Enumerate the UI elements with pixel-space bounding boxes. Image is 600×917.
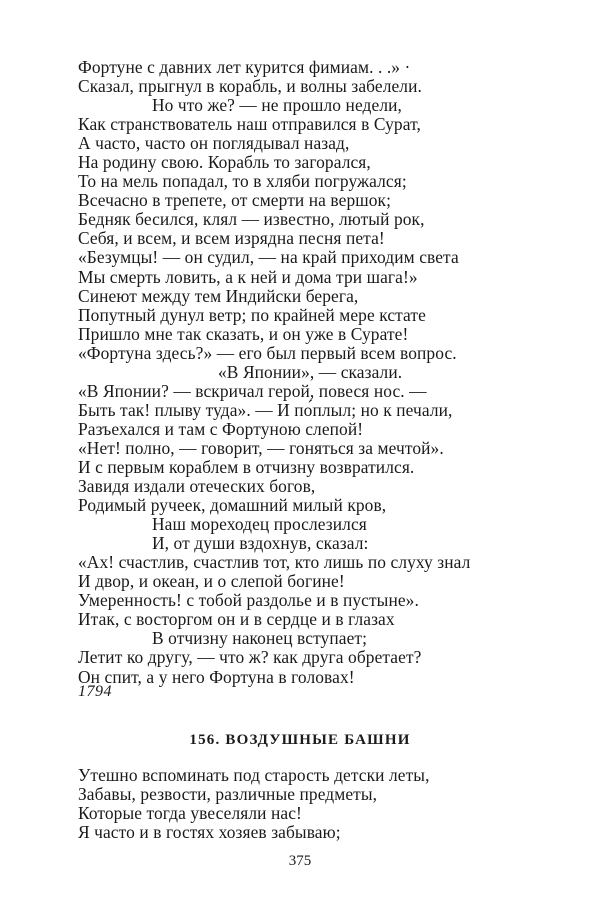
poem-line: Как странствователь наш отправился в Сурат, — [78, 114, 421, 135]
poem-line: «Безумцы! — он судил, — на край приходим света — [78, 247, 459, 268]
poem-year: 1794 — [78, 683, 112, 700]
poem-line: «В Японии? — вскричал герой, повеся нос. — — [78, 380, 427, 401]
poem-line: И, от души вздохнув, сказал: — [152, 533, 369, 554]
poem-line: «Нет! полно, — говорит, — гоняться за мечтой». — [78, 437, 444, 458]
poem-line: Завидя издали отеческих богов, — [78, 476, 316, 497]
poem-line: Летит ко другу, — что ж? как друга обретает? — [78, 647, 422, 668]
poem-line: И двор, и океан, и о слепой богине! — [78, 571, 345, 592]
poem-line: А часто, часто он поглядывал назад, — [78, 133, 350, 154]
poem-line: Бедняк бесился, клял — известно, лютый рок, — [78, 209, 425, 230]
poem-line: Но что же? — не прошло недели, — [152, 95, 402, 116]
poem-line: Наш мореходец прослезился — [152, 514, 367, 535]
poem-line: Фортуне с давних лет курится фимиам. . .» · — [78, 57, 411, 77]
poem-line: «Ах! счастлив, счастлив тот, кто лишь по слуху знал — [78, 552, 471, 573]
poem-line: И с первым кораблем в отчизну возвратился. — [78, 456, 415, 477]
poem-heading: 156. ВОЗДУШНЫЕ БАШНИ — [189, 732, 411, 748]
poem-line: Утешно вспоминать под старость детски леты, — [78, 765, 430, 785]
poem-line: Синеют между тем Индийски берега, — [78, 285, 359, 306]
poem-line: То на мель попадал, то в хляби погружался; — [78, 171, 407, 192]
poem-line: Итак, с восторгом он и в сердце и в глазах — [78, 609, 395, 630]
poem-line: Я часто и в гостях хозяев забываю; — [78, 822, 341, 843]
next-poem-text — [78, 766, 578, 842]
poem-line: Быть так! плыву туда». — И по́плыл; но к печали, — [78, 399, 453, 420]
poem-line: В отчизну наконец вступает; — [152, 628, 368, 649]
poem-line: Умеренность! с тобой раздолье и в пустыне». — [78, 590, 419, 611]
poem-line: Он спит, а у него Фортуна в головах! — [78, 666, 355, 687]
poem-line: Которые тогда увеселяли нас! — [78, 803, 302, 824]
poem-line: На родину свою. Корабль то загорался, — [78, 152, 371, 173]
poem-line: Родимый ручеек, домашний милый кров, — [78, 495, 387, 516]
poem-line: Попутный дунул ветр; по крайней мере кстате — [78, 304, 426, 325]
poem-line: «Фортуна здесь?» — его был первый всем вопрос. — [78, 342, 457, 363]
poem-line: Разъехался и там с Фортуною слепой! — [78, 418, 364, 439]
poem-line: Пришло мне так сказать, и он уже в Сурате! — [78, 323, 409, 344]
poem-line: Мы смерть ловить, а к ней и дома три шага!» — [78, 266, 418, 287]
poem-line: Забавы, резвости, различные предметы, — [78, 784, 378, 805]
page-number: 375 — [288, 853, 312, 869]
poem-text — [78, 58, 578, 687]
poem-line: «В Японии», — сказали. — [218, 361, 403, 382]
poem-line: Себя, и всем, и всем изрядна песня пета! — [78, 228, 385, 249]
poem-line: Всечасно в трепете, от смерти на вершок; — [78, 190, 392, 211]
poem-line: Сказал, прыгнул в корабль, и волны забелели. — [78, 76, 422, 97]
